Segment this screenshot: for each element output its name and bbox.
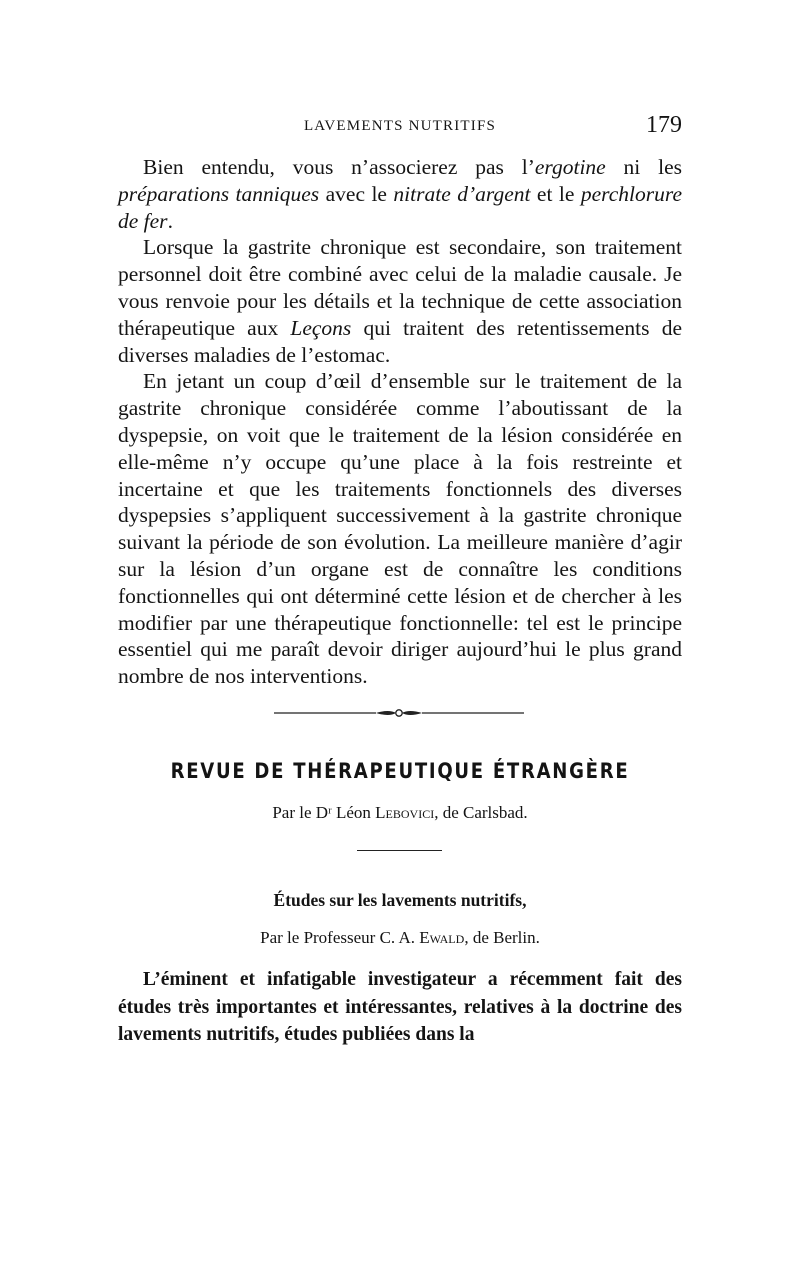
section-title: REVUE DE THÉRAPEUTIQUE ÉTRANGÈRE bbox=[170, 759, 630, 783]
paragraph-secondary-gastritis: Lorsque la gastrite chronique est secondaire, son traitement personnel doit être combiné avec celui de la maladie causale. Je vous renvoie pour les détails et la technique de cette association thérapeutique aux Leçons qui traitent des retentissements de diverses maladies de l’estomac. bbox=[118, 235, 682, 367]
paragraph-preparations: Bien entendu, vous n’associerez pas l’ergotine ni les préparations tanniques avec le nitrate d’argent et le perchlorure de fer. bbox=[118, 155, 682, 233]
section-byline: Par le Dʳ Léon Lebovici, de Carlsbad. bbox=[272, 803, 528, 822]
paragraph-article-intro: L’éminent et infatigable investigateur a récemment fait des études très importantes et intéressantes, relatives à la doctrine des lavements nutritifs, études publiées dans la bbox=[118, 969, 682, 1045]
running-title: LAVEMENTS NUTRITIFS bbox=[303, 118, 497, 134]
main-text bbox=[118, 154, 682, 690]
page-number: 179 bbox=[646, 112, 682, 138]
section-ornament bbox=[274, 705, 524, 721]
running-head bbox=[118, 112, 682, 142]
article-byline: Par le Professeur C. A. Ewald, de Berlin. bbox=[260, 928, 540, 947]
paragraph-overview: En jetant un coup d’œil d’ensemble sur le traitement de la gastrite chronique considérée comme l’aboutissant de la dyspepsie, on voit que le traitement de la lésion considérée en elle-même n’y occupe qu’une place à la fois restreinte et incertaine et que les traitements fonctionnels des diverses dyspepsies s’appliquent successivement à la gastrite chronique suivant la période de son évolution. La meilleure manière d’agir sur la lésion d’un organe est de connaître les conditions fonctionnelles qui ont déterminé cette lésion et de chercher à les modifier par une thérapeutique fonctionnelle: tel est le principe essentiel qui me paraît devoir diriger aujourd’hui le plus grand nombre de nos interventions. bbox=[118, 369, 682, 689]
article-text bbox=[118, 966, 682, 1049]
divider-rule bbox=[357, 850, 442, 851]
article-title: Études sur les lavements nutritifs, bbox=[273, 890, 527, 910]
